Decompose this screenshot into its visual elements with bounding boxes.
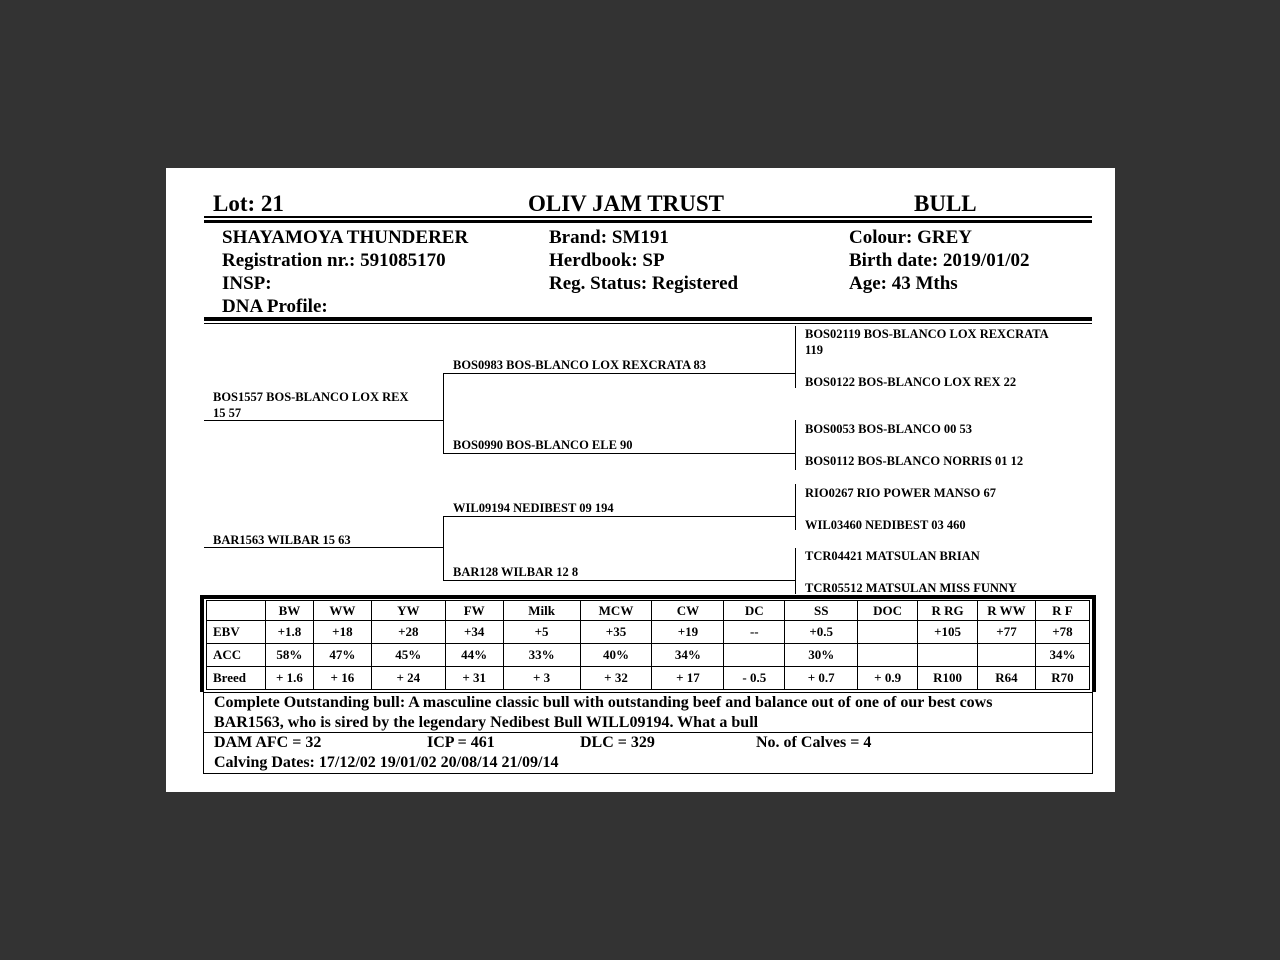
lot-card (166, 168, 1115, 792)
pedigree-sire: BOS1557 BOS-BLANCO LOX REX (213, 390, 409, 404)
ebv-col-header: MCW (580, 601, 652, 621)
table-cell: 30% (785, 644, 858, 667)
calving-dates: Calving Dates: 17/12/02 19/01/02 20/08/14 21/09/14 (214, 754, 559, 771)
animal-name: SHAYAMOYA THUNDERER (222, 227, 469, 248)
ebv-row-ebv (207, 621, 1090, 644)
table-cell: +105 (918, 621, 978, 644)
ebv-row-acc (207, 644, 1090, 667)
pedigree-sdd: BOS0112 BOS-BLANCO NORRIS 01 12 (805, 454, 1024, 468)
table-cell: 34% (652, 644, 724, 667)
pedigree-ssd: BOS0122 BOS-BLANCO LOX REX 22 (805, 375, 1017, 389)
table-cell: +18 (313, 621, 371, 644)
ebv-col-header: R WW (978, 601, 1036, 621)
ebv-frame-right (1092, 595, 1096, 692)
ebv-col-header: YW (371, 601, 445, 621)
herdbook: Herdbook: SP (549, 250, 665, 271)
table-cell: R64 (978, 667, 1036, 690)
ebv-col-header: R RG (918, 601, 978, 621)
ebv-col-header: DOC (858, 601, 918, 621)
table-cell: +0.5 (785, 621, 858, 644)
pedigree-sire-sire: BOS0983 BOS-BLANCO LOX REXCRATA 83 (453, 358, 707, 372)
table-cell: +77 (978, 621, 1036, 644)
info-rule (204, 317, 1092, 321)
comments-divider (204, 732, 1092, 733)
table-cell: R70 (1035, 667, 1089, 690)
table-cell: + 31 (445, 667, 503, 690)
ebv-col-header: BW (265, 601, 313, 621)
pedigree-line (204, 420, 444, 421)
pedigree-line (443, 453, 795, 454)
pedigree-sds: BOS0053 BOS-BLANCO 00 53 (805, 422, 973, 436)
ebv-col-header: DC (724, 601, 785, 621)
table-cell: EBV (207, 621, 266, 644)
table-cell (918, 644, 978, 667)
ebv-frame-top (200, 595, 1096, 599)
table-cell: + 3 (503, 667, 580, 690)
pedigree-dss: RIO0267 RIO POWER MANSO 67 (805, 486, 996, 500)
ebv-header-row (207, 601, 1090, 621)
table-cell: +34 (445, 621, 503, 644)
registration-number: Registration nr.: 591085170 (222, 250, 446, 271)
pedigree-line (204, 547, 444, 548)
table-cell: +19 (652, 621, 724, 644)
table-cell: - 0.5 (724, 667, 785, 690)
table-cell: + 17 (652, 667, 724, 690)
table-cell: + 1.6 (265, 667, 313, 690)
table-cell: +1.8 (265, 621, 313, 644)
pedigree-dam: BAR1563 WILBAR 15 63 (213, 533, 351, 547)
age: Age: 43 Mths (849, 273, 958, 294)
table-cell: + 0.9 (858, 667, 918, 690)
colour: Colour: GREY (849, 227, 972, 248)
pedigree-line (443, 580, 795, 581)
dam-afc: DAM AFC = 32 (214, 734, 322, 751)
table-cell: 44% (445, 644, 503, 667)
table-cell: +28 (371, 621, 445, 644)
table-cell: 33% (503, 644, 580, 667)
pedigree-dam-dam: BAR128 WILBAR 12 8 (453, 565, 579, 579)
ebv-col-header (207, 601, 266, 621)
table-cell: -- (724, 621, 785, 644)
table-cell: +35 (580, 621, 652, 644)
table-cell: 34% (1035, 644, 1089, 667)
table-cell: 47% (313, 644, 371, 667)
pedigree-connector (795, 420, 796, 470)
ebv-col-header: WW (313, 601, 371, 621)
table-cell: R100 (918, 667, 978, 690)
pedigree-connector (795, 326, 796, 388)
header-rule-bottom (204, 220, 1092, 223)
table-cell (858, 644, 918, 667)
table-cell: ACC (207, 644, 266, 667)
table-cell: 40% (580, 644, 652, 667)
comment-line-2: BAR1563, who is sired by the legendary Nedibest Bull WILL09194. What a bull (214, 714, 759, 731)
comments-box (203, 692, 1093, 774)
ebv-row-breed (207, 667, 1090, 690)
ebv-table (206, 600, 1090, 690)
pedigree-connector (443, 373, 444, 453)
dam-icp: ICP = 461 (427, 734, 495, 751)
ebv-col-header: FW (445, 601, 503, 621)
table-cell: Breed (207, 667, 266, 690)
table-cell: + 16 (313, 667, 371, 690)
table-cell (724, 644, 785, 667)
ebv-col-header: Milk (503, 601, 580, 621)
lot-number: Lot: 21 (213, 191, 284, 216)
pedigree-line (443, 373, 795, 374)
ebv-col-header: CW (652, 601, 724, 621)
pedigree-line (443, 516, 795, 517)
header-rule-top (204, 216, 1092, 218)
table-cell (858, 621, 918, 644)
insp-label: INSP: (222, 273, 272, 294)
pedigree-connector (443, 516, 444, 580)
table-cell: + 24 (371, 667, 445, 690)
table-cell: + 32 (580, 667, 652, 690)
dam-dlc: DLC = 329 (580, 734, 655, 751)
table-cell (978, 644, 1036, 667)
pedigree-dam-sire: WIL09194 NEDIBEST 09 194 (453, 501, 614, 515)
dna-profile-label: DNA Profile: (222, 296, 328, 317)
table-cell: 45% (371, 644, 445, 667)
table-cell: +78 (1035, 621, 1089, 644)
birth-date: Birth date: 2019/01/02 (849, 250, 1030, 271)
ebv-col-header: R F (1035, 601, 1089, 621)
pedigree-sire-line2: 15 57 (213, 406, 242, 420)
animal-sex: BULL (914, 191, 977, 216)
brand: Brand: SM191 (549, 227, 669, 248)
pedigree-sss-line2: 119 (805, 343, 824, 357)
pedigree-dsd: WIL03460 NEDIBEST 03 460 (805, 518, 966, 532)
table-cell: + 0.7 (785, 667, 858, 690)
info-rule-thin (204, 323, 1092, 324)
ebv-col-header: SS (785, 601, 858, 621)
dam-calves-count: No. of Calves = 4 (756, 734, 872, 751)
registration-status: Reg. Status: Registered (549, 273, 739, 294)
pedigree-sire-dam: BOS0990 BOS-BLANCO ELE 90 (453, 438, 633, 452)
table-cell: +5 (503, 621, 580, 644)
ebv-frame-left (200, 595, 204, 692)
table-cell: 58% (265, 644, 313, 667)
breeder-name: OLIV JAM TRUST (528, 191, 724, 216)
pedigree-connector (795, 484, 796, 530)
comment-line-1: Complete Outstanding bull: A masculine classic bull with outstanding beef and balance out of one of our best cows (214, 694, 993, 711)
pedigree-dds: TCR04421 MATSULAN BRIAN (805, 549, 980, 563)
pedigree-sss: BOS02119 BOS-BLANCO LOX REXCRATA (805, 327, 1049, 341)
pedigree-connector (795, 548, 796, 594)
pedigree-ddd: TCR05512 MATSULAN MISS FUNNY (805, 581, 1017, 595)
